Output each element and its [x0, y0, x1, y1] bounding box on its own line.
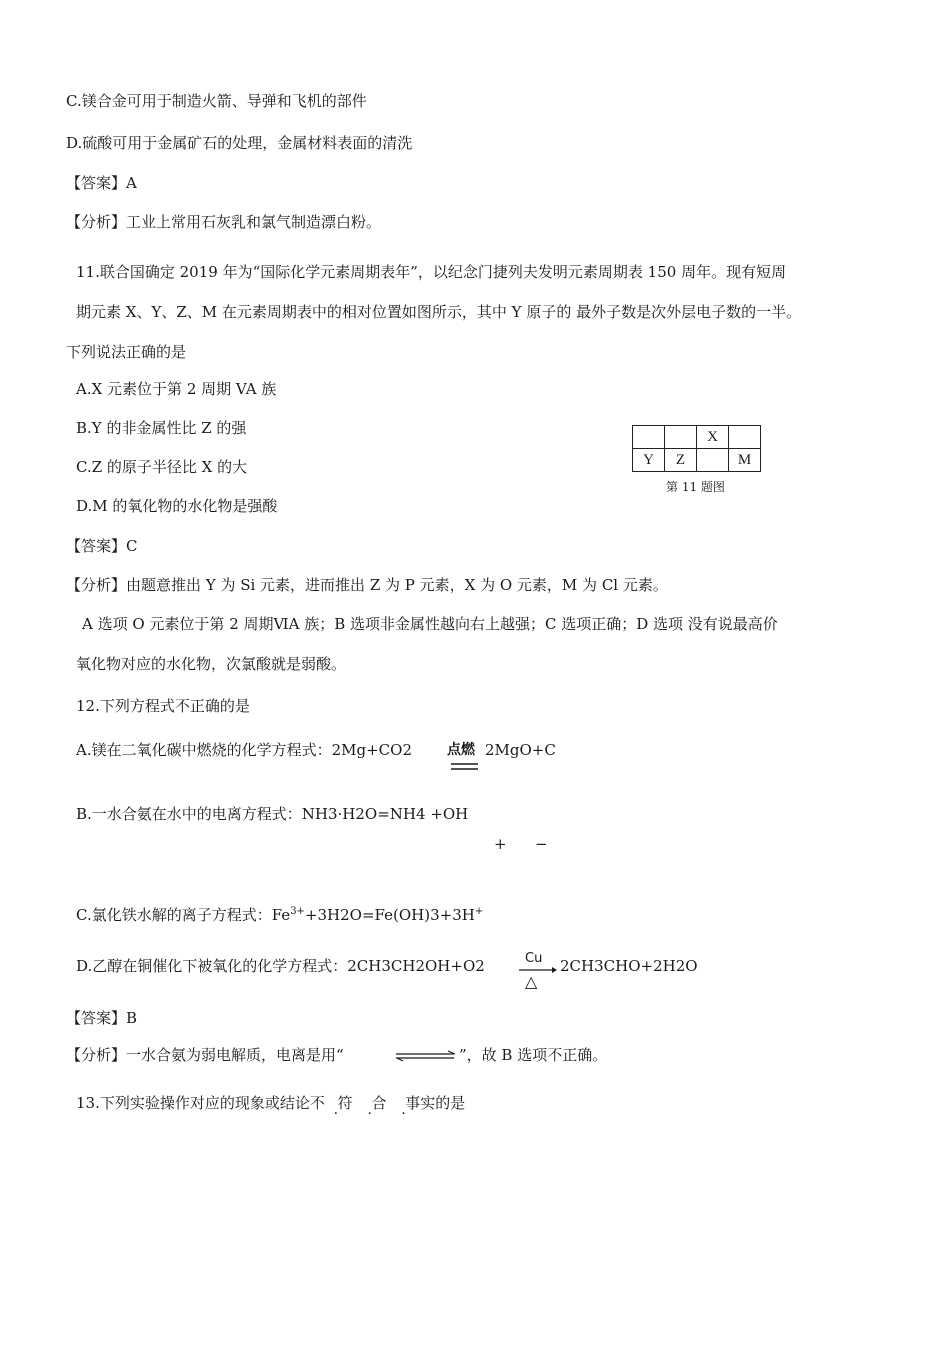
q13-emphasis-char: 符 . [338, 1094, 353, 1112]
q10-answer: 【答案】A [66, 174, 137, 192]
table-cell [665, 426, 697, 449]
heat-symbol: △ [525, 972, 538, 991]
ignition-condition-label: 点燃 [447, 742, 475, 758]
q10-option-c: C.镁合金可用于制造火箭、导弹和飞机的部件 [66, 92, 367, 110]
q13-emphasis-char: 合 . [371, 1094, 386, 1112]
table-cell: M [729, 449, 761, 472]
q11-option-d: D.M 的氧化物的水化物是强酸 [76, 497, 278, 515]
q12-option-a-left: A.镁在二氧化碳中燃烧的化学方程式：2Mg+CO2 [76, 741, 412, 759]
q11-stem-line1: 11.联合国确定 2019 年为“国际化学元素周期表年”，以纪念门捷列夫发明元素周期表 150 周年。现有短周 [76, 263, 787, 281]
q11-stem-line3: 下列说法正确的是 [66, 343, 187, 361]
table-cell [697, 449, 729, 472]
catalyst-label: Cu [525, 951, 543, 966]
q11-analysis-line3: 氧化物对应的水化物，次氯酸就是弱酸。 [76, 655, 347, 673]
q11-analysis-line2: A 选项 O 元素位于第 2 周期ⅥA 族；B 选项非金属性越向右上越强；C 选项正确；D 选项 没有说最高价 [82, 615, 778, 633]
figure-caption: 第 11 题图 [666, 480, 725, 494]
q12-option-c-mid: +3H2O=Fe(OH)3+3H [304, 906, 475, 924]
q10-analysis: 【分析】工业上常用石灰乳和氯气制造漂白粉。 [66, 213, 382, 231]
q10-option-d: D.硫酸可用于金属矿石的处理，金属材料表面的清洗 [66, 134, 413, 152]
q13-stem-part: 13.下列实验操作对应的现象或结论不 [76, 1094, 325, 1112]
q11-option-c: C.Z 的原子半径比 X 的大 [76, 458, 248, 476]
q13-stem [76, 1093, 465, 1113]
table-cell: Y [633, 449, 665, 472]
q11-analysis-line1: 【分析】由题意推出 Y 为 Si 元素，进而推出 Z 为 P 元素，X 为 O 元素，M 为 Cl 元素。 [66, 576, 668, 594]
equals-double-line [450, 762, 480, 772]
q12-option-b: B.一水合氨在水中的电离方程式：NH3·H2O=NH4 +OH [76, 805, 469, 823]
charge-plus: + [494, 835, 507, 853]
q11-answer: 【答案】C [66, 537, 138, 555]
q12-stem: 12.下列方程式不正确的是 [76, 697, 250, 715]
charge-superscript: + [474, 906, 484, 917]
q12-option-c [76, 902, 483, 925]
reaction-arrow [518, 966, 558, 974]
charge-superscript: 3+ [290, 906, 305, 917]
q12-option-c-left: C.氯化铁水解的离子方程式：Fe [76, 906, 291, 924]
table-cell: Z [665, 449, 697, 472]
q12-analysis-right: ”，故 B 选项不正确。 [459, 1046, 608, 1064]
q11-option-b: B.Y 的非金属性比 Z 的强 [76, 419, 247, 437]
q12-option-a-right: 2MgO+C [485, 741, 556, 759]
q11-option-a: A.X 元素位于第 2 周期 VA 族 [76, 380, 277, 398]
q12-option-d-right: 2CH3CHO+2H2O [560, 957, 698, 975]
q12-answer: 【答案】B [66, 1009, 138, 1027]
q12-option-d-left: D.乙醇在铜催化下被氧化的化学方程式：2CH3CH2OH+O2 [76, 957, 485, 975]
table-cell: X [697, 426, 729, 449]
equilibrium-arrow [394, 1050, 458, 1062]
table-cell [729, 426, 761, 449]
q12-analysis-left: 【分析】一水合氨为弱电解质，电离是用“ [66, 1046, 344, 1064]
charge-minus: − [535, 835, 548, 853]
q13-stem-part: 事实的是 . [405, 1094, 465, 1112]
q11-stem-line2: 期元素 X、Y、Z、M 在元素周期表中的相对位置如图所示，其中 Y 原子的 最外子数是次外层电子数的一半。 [76, 303, 802, 321]
table-cell [633, 426, 665, 449]
periodic-table-figure [632, 425, 761, 472]
